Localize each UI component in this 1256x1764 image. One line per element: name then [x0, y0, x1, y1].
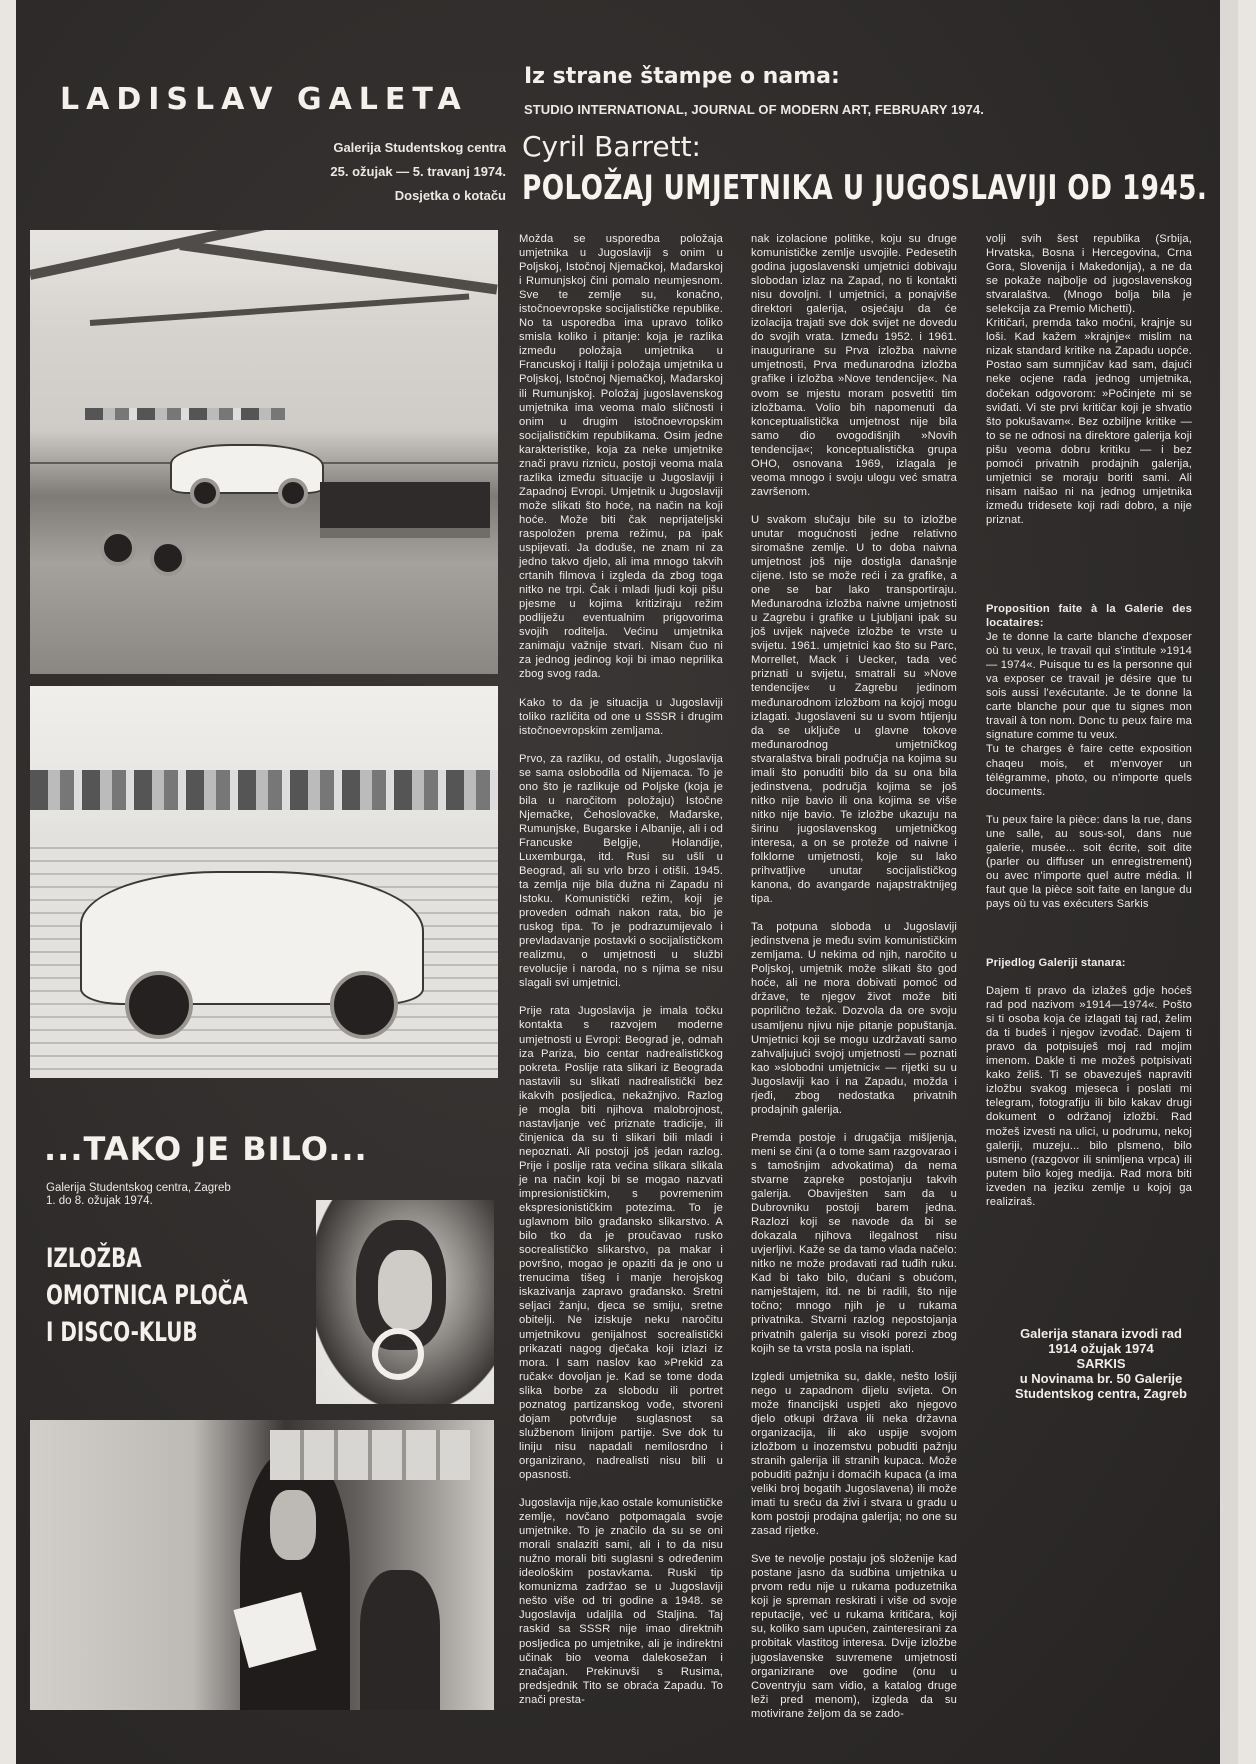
article-paragraph: volji svih šest republika (Srbija, Hrvatska, Bosna i Hercegovina, Crna Gora, Slovenija i Makedonija), a ne da se pokaže najbolje od jugoslavenskog stvaralaštva. (Mnogo bolja bila je selekcija za Premio Michetti). [986, 233, 1192, 316]
exhibition-dates: 25. ožujak — 5. travanj 1974. [330, 164, 506, 179]
bicycle-frieze [30, 770, 498, 810]
prijedlog-block [986, 956, 1192, 1223]
tako-meta [46, 1182, 270, 1208]
article-paragraph: Ta potpuna sloboda u Jugoslaviji jedinstvena je među svim komunističkim zemljama. U nekima od njih, naročito u Poljskoj, umjetnik može slikati što god hoće, ali ne mora dobivati pomoć od države, te njegov život može biti poprilično težak. Dozvola da ore svoju usamljenu njivu nije pitanje popuštanja. Umjetnici koji se mogu uzdržavati samo zahvaljujući svojoj umjetnosti — poznati kao »slobodni umjetnici« — rijetki su u Jugoslaviji kao i na Zapadu, možda i rjeđi, zbog nedostatka privatnih prodajnih galerija. [751, 921, 957, 1116]
person-silhouette [360, 1570, 440, 1710]
photo-disco-club [30, 1420, 494, 1710]
paper-edge [1220, 0, 1238, 1764]
car-wheel [278, 478, 308, 508]
article-paragraph: nak izolacione politike, koju su druge komunističke zemlje usvojile. Pedesetih godina jugoslavenski umjetnici dobivaju slobodan izlaz na Zapad, no ti kontakti nisu dovoljni. I umjetnici, a ponajviše direktori galerija, osjećaju da će izolacija trajati sve dok svijet ne dovedu do svojih vrata. Između 1952. i 1961. inaugurirane su Prva izložba naivne umjetnosti, Prva međunarodna izložba grafike i izložba »Nove tendencije«. Na ovom se mjestu moram posvetiti tim izložbama. Volio bih napomenuti da konceptualistička umjetnost nije bila samo dio ovogodišnjih »Novih tendencija«; konceptualistička grupa OHO, osnovana 1969, izlagala je veoma mnogo i svoju ulogu već smatra završenom. [751, 233, 957, 498]
article-paragraph: Možda se usporedba položaja umjetnika u Jugoslaviji s onim u Poljskoj, Istočnoj Njemačkoj, Mađarskoj i Rumunjskoj čini pomalo neumjesnom. Sve te zemlje su, konačno, istočnoevropske socijalističke republike. No ta usporedba ima upravo toliko smisla koliko i pitanje: koja je razlika između položaja umjetnika u Francuskoj i Italiji i položaja umjetnika u Poljskoj, Istočnoj Njemačkoj, Mađarskoj ili Rumunjskoj. Položaj jugoslavenskog umjetnika ima veoma malo sličnosti i onim u drugim istočnoevropskim socijalističkim republikama. Osim jedne karakteristike, koja za neke umjetnike znači pravu riznicu, postoji veoma mala razlika između situacije u Jugoslaviji i Zapadnoj Evropi. Umjetnik u Jugoslaviji može slikati što hoće, na način na koji hoće. Može biti čak neprijateljski raspoložen prema režimu, pa ipak uspijevati. Ja doduše, ne znam ni za jedno takvo djelo, ali ima mnogo takvih crtanih filmova i izgleda da zbog toga nitko ne trpi. Čak i mladi ljudi koji pišu pjesme u kojima kritiziraju režim podliježu eventualnim prigovorima svojih roditelja. Većinu umjetnika zanimaju važnije stvari. Nisam čuo ni za jednog jedinog koji bi imao neprilika zbog svog rada. [519, 233, 723, 681]
person-silhouette [240, 1450, 350, 1710]
headphone-shape [372, 1328, 424, 1380]
exhibition-meta [330, 136, 506, 208]
article-paragraph: Prvo, za razliku, od ostalih, Jugoslavija se sama oslobodila od Nijemaca. To je ono što je razlikuje od Poljske (koja je bila u naročitom položaju) Istočne Njemačke, Čehoslovačke, Mađarske, Rumunjske, Bugarske i Albanije, ali i od Francuske Belgije, Holandije, Luxemburga, itd. Rusi su ušli u Beograd, ali su vrlo brzo i otišli. 1945. ta zemlja nije bila dužna ni Zapadu ni Istoku. Komunistički režim, koji je proveden odmah nakon rata, bio je ruskog tipa. To je podrazumijevalo i prevladavanje postavki o socijalističkom realizmu, o umjetnosti u službi revolucije i naroda, no s njima se nisu slagali svi umjetnici. [519, 752, 723, 990]
article-paragraph: Kritičari, premda tako moćni, krajnje su loši. Kad kažem »krajnje« mislim na nizak standard kritike na Zapadu uopće. Postao sam sumnjičav kad sam, dajući neke ocjene rada jednog umjetnika, dočekan odgovorom: »Počinjete mi se sviđati. Vi ste prvi kritičar koji je shvatio što pokušavam«. Bez ozbiljne kritike — to se ne odnosi na direktore galerija koji pišu veoma dobru kritiku — i bez pomoći privatnih prodajnih galerija, umjetnici se moraju boriti sami. Ali nisam naišao ni na jednog umjetnika između tridesete koji radi dobro, a nije priznat. [986, 317, 1192, 526]
tako-exhibition-title [46, 1240, 259, 1351]
signoff-line: u Novinama br. 50 Galerije [1019, 1371, 1183, 1386]
tako-dates: 1. do 8. ožujak 1974. [46, 1195, 153, 1207]
article-paragraph: Kako to da je situacija u Jugoslaviji toliko različita od one u SSSR i drugim istočnoevropskim zemljama. [519, 696, 723, 737]
display-cart [320, 482, 490, 538]
roof-beam [179, 240, 497, 294]
tako-title-line: IZLOŽBA [46, 1243, 142, 1274]
article-paragraph: U svakom slučaju bile su to izložbe unutar mogućnosti jedne relativno siromašne zemlje. U to doba naivna umjetnost još nije dostigla današnje cijene. Isto se može reći i za grafike, a one se bar lako transportiraju. Međunarodna izložba naivne umjetnosti u Zagrebu i grafike u Ljubljani ipak su još uvijek najveće izložbe te vrste u svijetu. 1961. umjetnici kao što su Parc, Morrellet, Mack i Uecker, tada već priznati u svijetu, smatrali su »Nove tendencije« u Zagrebu jedinom međunarodnom izložbom na kojoj mogu izlagati. Jugoslaveni su u svom htijenju da se uključe u glavne tokove međunarodnog umjetničkog stvaralaštva birali područja na kojima su imali što ponuditi bilo da su ona bila jedinstvena, područja kojima se još nitko nije bavio ili ona kojima se više nitko nije bavio. Te izložbe ukazuju na širinu jugoslavenskog umjetničkog interesa, a on se proteže od naivne i folklorne umjetnosti, koje su lako prihvatljive unutar socijalističkog kanona, do avangarde najapstraktnijeg tipa. [751, 513, 957, 906]
section-kicker: Iz strane štampe o nama: [524, 64, 840, 89]
proposition-title: Proposition faite à la Galerie des locataires: [986, 603, 1192, 630]
pram-wheel [100, 530, 136, 566]
photo-portrait-headphones [316, 1200, 494, 1404]
tako-title-line: OMOTNICA PLOČA [46, 1280, 248, 1311]
wall-frieze [85, 408, 285, 420]
pram-wheel [150, 540, 186, 576]
wall-posters [270, 1430, 470, 1480]
tako-heading: ...TAKO JE BILO... [44, 1130, 368, 1168]
article-paragraph: Prije rata Jugoslavija je imala točku kontakta s razvojem moderne umjetnosti u Evropi: Beograd je, odmah iza Pariza, bio centar nadrealističkog pokreta. Poslije rata slikari iz Beograda nastavili su slikati nadrealistički bez ikakvih posljedica, nekažnjivo. Razlog je mogla biti njihova malobrojnost, nastavljanje već priznate tradicije, ili činjenica da su ti slikari bili mladi i nepoznati. Ali postoji još jedan razlog. Prije i poslije rata većina slikara slikala je na način koji bi se mogao nazvati impresionističkim, s povremenim ekspresionističkim potezima. To je uglavnom bilo građansko slikarstvo. A bilo tko da je proučavao rusko socrealističko slikarstvo, pa makar i površno, mogao je opaziti da je ono u trenucima tišeg i manje herojskog iskazivanja zapravo građansko. Sretni seljaci žanju, djeca se smiju, sretne obitelji. Ne iziskuje neku naročitu umjetnikovu genijalnost socrealistički prikazati nagog dječaka koji izlazi iz mora. I sam naslov kao »Prekid za ručak« dovoljan je. Kad se tome doda slika borbe za slobodu ili portret poznatog partizanskog vođe, stvoreni dojam potvrđuje suglasnost sa službenom linijom partije. Sve dok tu liniju nisu napadali nemilosrdno i organizirano, nadrealisti nisu bili u opasnosti. [519, 1005, 723, 1481]
signoff-line: Studentskog centra, Zagreb [1015, 1386, 1187, 1401]
signoff-line: 1914 ožujak 1974 [1048, 1341, 1154, 1356]
photo-gallery-installation [30, 230, 498, 674]
signoff-artist: SARKIS [1076, 1356, 1126, 1371]
prijedlog-paragraph: Dajem ti pravo da izlažeš gdje hoćeš rad pod nazivom »1914—1974«. Pošto si ti osoba koja će izlagati taj rad, želim da ti budeš i njegov izvođač. Dajem ti pravo da potpisuješ moj rad mojim imenom. Dakle ti me možeš potpisivati kako želiš. Ti se obavezuješ napraviti izložbu svakog mjeseca i poslati mi telegram, fotografiju ili bilo kakav drugi dokument o održanoj izložbi. Rad možeš izvesti na ulici, u podrumu, nekoj galeriji, muzeju... bilo plsmeno, bilo usmeno (razgovor ili snimljena vrpca) ili putem bilo kojeg medija. Rad mora biti izveden na jeziku zemlje u kojoj ga realiziraš. [986, 985, 1192, 1208]
prijedlog-title: Prijedlog Galeriji stanara: [986, 957, 1126, 969]
roof-beam [90, 293, 469, 325]
signoff-block [996, 1326, 1206, 1401]
exhibition-venue: Galerija Studentskog centra [333, 140, 506, 155]
article-headline: POLOŽAJ UMJETNIKA U JUGOSLAVIJI OD 1945. [522, 168, 1208, 208]
article-column-1 [519, 232, 723, 1721]
face-shape [270, 1490, 316, 1560]
newspaper-page [16, 0, 1238, 1764]
car-wheel [190, 478, 220, 508]
proposition-paragraph: Tu te charges è faire cette exposition chaqeu mois, et m'envoyer un télégramme, photo, ou n'importe quels documents. [986, 743, 1192, 798]
proposition-paragraph: Tu peux faire la pièce: dans la rue, dans une salle, au sous-sol, dans nue galerie, musée... soit écrite, soit dite (parler ou diffuser un enregistrement) ou avec n'importe quel autre média. Il faut que la pièce soit faite en langue du pays où tu vas exécuters Sarkis [986, 813, 1192, 910]
article-author: Cyril Barrett: [522, 130, 701, 163]
article-source: STUDIO INTERNATIONAL, JOURNAL OF MODERN ART, FEBRUARY 1974. [524, 102, 984, 117]
car-wheel [330, 971, 398, 1039]
face-shape [378, 1250, 432, 1330]
article-paragraph: Sve te nevolje postaju još složenije kad postane jasno da sudbina umjetnika u prvom redu nije u rukama poduzetnika koji je spreman reskirati i više od svoje reputacije, već u rukama kritičara, koji su, koliko sam upućen, zainteresirani za probitak vlastitog interesa. Dvije izložbe jugoslavenske suvremene umjetnosti organizirane ove godine (onu u Coventryju sam vidio, a katalog druge leži pred menom), izgleda da su motivirane željom da se zado- [751, 1553, 957, 1720]
car-wheel [125, 971, 193, 1039]
artist-title: LADISLAV GALETA [60, 82, 468, 117]
article-paragraph: Izgledi umjetnika su, dakle, nešto lošiji nego u zapadnom dijelu svijeta. On može financijski uspjeti ako njegovo djelo otkupi država ili neka državna organizacija, ili ako uspije svojom izložbom u inozemstvu pobuditi pažnju stranih galerija ili stranih kupaca. Može pobuditi pažnju i domaćih kupaca (a ima veliki broj bogatih Jugoslavena) ili može imati tu sreću da živi i stvara u gradu u kom postoji prodajna galerija; no one su zasad rijetke. [751, 1370, 957, 1538]
exhibition-subtitle: Dosjetka o kotaču [394, 188, 506, 203]
article-column-3 [986, 232, 1192, 541]
tako-title-line: I DISCO-KLUB [46, 1317, 198, 1348]
proposition-block [986, 602, 1192, 925]
proposition-paragraph: Je te donne la carte blanche d'exposer où tu veux, le travail qui s'intitule »1914 — 1974«. Puisque tu es la personne qui va exposer ce travail je désire que tu sois aussi l'exécutante. Je te donne la carte blanche pour que tu signes mon travail à ton nom. Donc tu peux faire ma signature comme tu veux. [986, 631, 1192, 742]
article-paragraph: Premda postoje i drugačija mišljenja, meni se čini (a o tome sam razgovarao i s tamošnjim advokatima) da nema stvarne zapreke postojanju takvih galerija. Obaviješten sam da u Dubrovniku postoji barem jedna. Razlozi koji se navode da bi se dokazala njihova ilegalnost nisu uvjerljivi. Kaže se da tamo vlada načelo: nitko ne može prodavati rad tuđih ruku. Kad bi tako bilo, dućani s obućom, namještajem, itd. ne bi radili, što nije točno; mnogo njih je u rukama privatnika. Stvarni razlog nepostojanja privatnih galerija su visoki porezi zbog kojih se ta vrsta posla na isplati. [751, 1131, 957, 1355]
article-column-2 [751, 232, 957, 1735]
tako-venue: Galerija Studentskog centra, Zagreb [46, 1182, 231, 1194]
signoff-line: Galerija stanara izvodi rad [1020, 1326, 1182, 1341]
photo-car-bicycles [30, 686, 498, 1078]
article-paragraph: Jugoslavija nije,kao ostale komunističke zemlje, novčano potpomagala svoje umjetnike. To je značilo da su se oni morali snalaziti sami, ali i to da nisu nužno morali biti suglasni s određenim ideološkim postavkama. Ruski tip komunizma zadržao se u Jugoslaviji nešto više od tri godine a 1948. se Jugoslavija udaljila od Staljina. Taj raskid sa SSSR nije imao direktnih posljedica po umjetnike, ali je indirektni učinak bio veoma dalekosežan i značajan. Prekinuvši s Rusima, predsjednik Tito se obraća Zapadu. To znači presta- [519, 1497, 723, 1706]
